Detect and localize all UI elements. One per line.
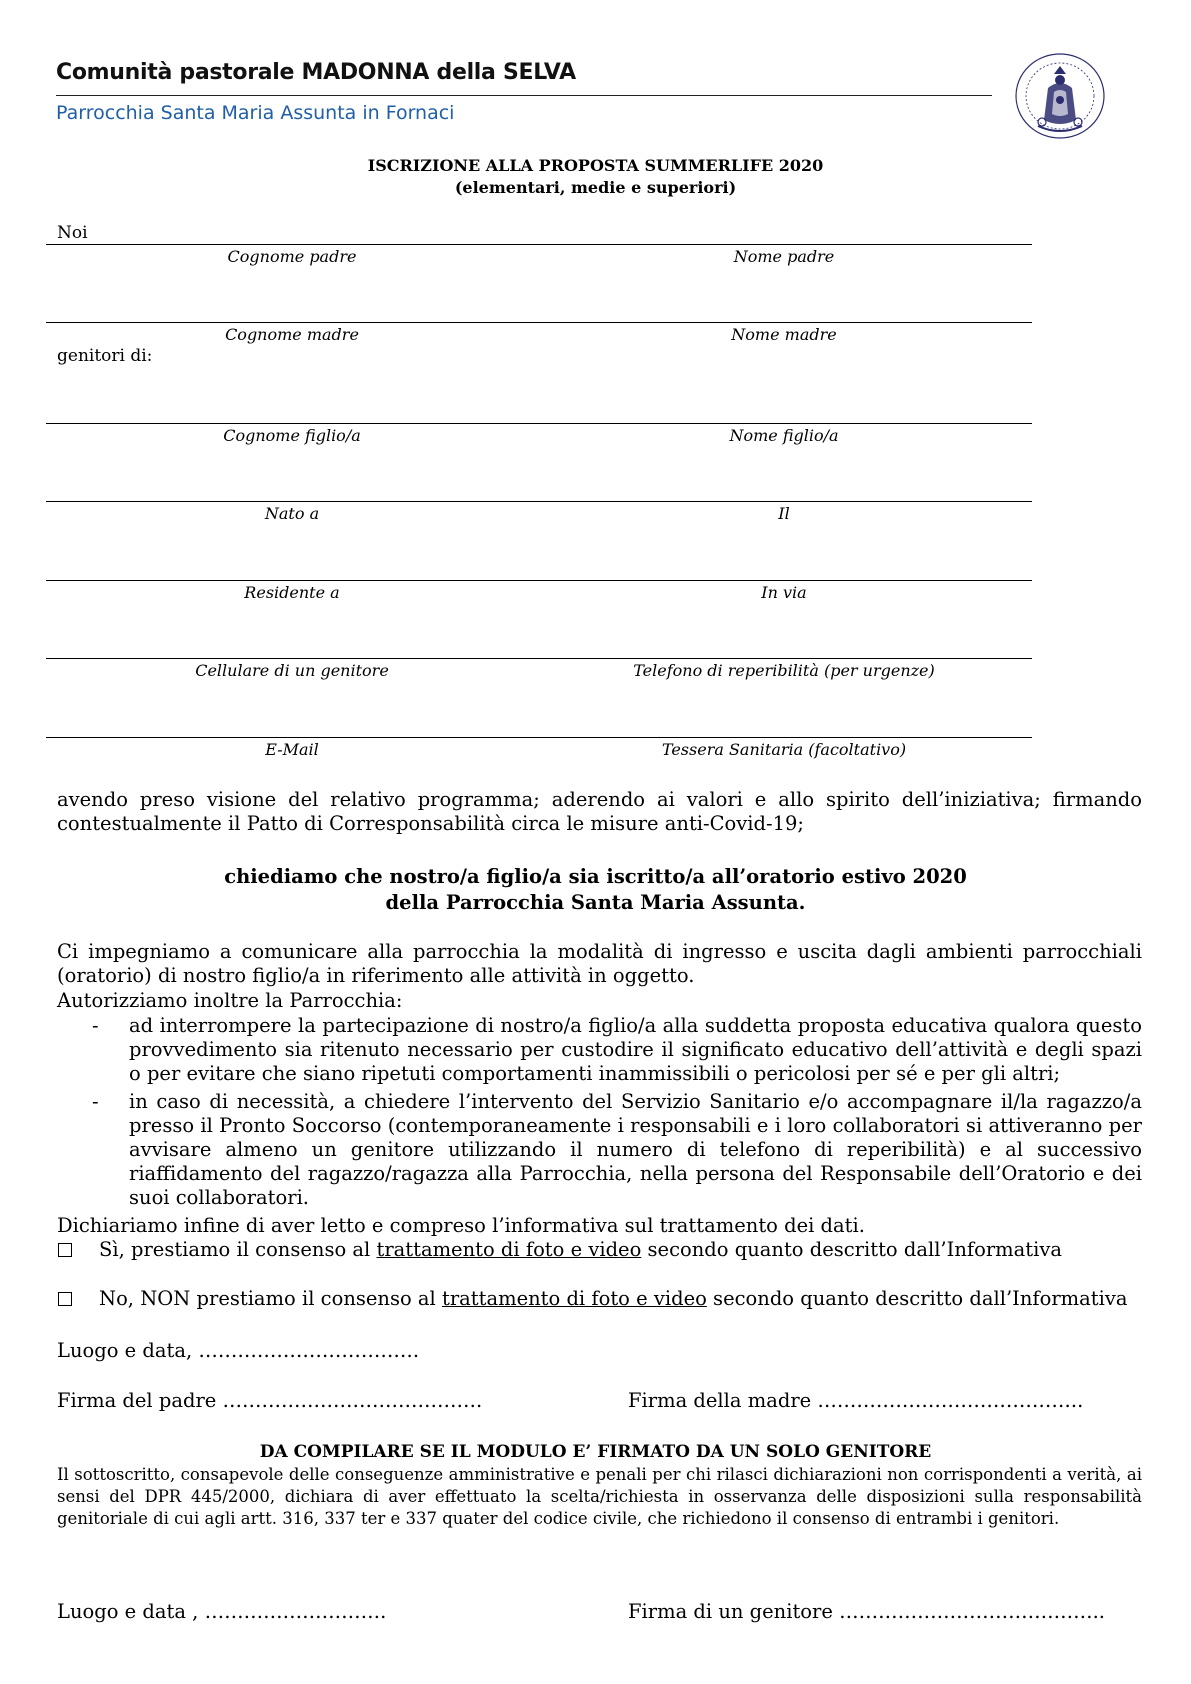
label-telefono-reperibilita: Telefono di reperibilità (per urgenze) <box>633 661 935 680</box>
single-parent-title: DA COMPILARE SE IL MODULO E’ FIRMATO DA UN SOLO GENITORE <box>259 1442 932 1462</box>
label-nome-padre: Nome padre <box>733 247 835 266</box>
parish-subtitle: Parrocchia Santa Maria Assunta in Fornaci <box>56 102 455 124</box>
bullet-marker-1: - <box>92 1014 99 1037</box>
field-line-figlio[interactable] <box>46 423 1032 424</box>
consent-no-text <box>99 1287 1128 1310</box>
request-statement <box>0 864 1191 916</box>
bullet-item-2: in caso di necessità, a chiedere l’intervento del Servizio Sanitario e/o accompagnare il/la ragazzo/a presso il Pronto Soccorso (contemporaneamente i responsabili e i loro collaboratori si attiveranno per avvisare almeno un genitore utilizzando il numero di telefono di reperibilità) e al successivo riaffidamento del ragazzo/ragazza alla Parrocchia, nella persona del Responsabile dell’Oratorio e dei suoi collaboratori. <box>129 1090 1142 1209</box>
label-nome-madre: Nome madre <box>731 325 837 344</box>
header-rule <box>56 95 992 96</box>
label-tessera-sanitaria: Tessera Sanitaria (facoltativo) <box>661 740 907 759</box>
form-title-sub: (elementari, medie e superiori) <box>454 178 737 197</box>
consent-no-checkbox[interactable] <box>58 1292 72 1306</box>
form-title <box>0 155 1191 199</box>
label-cellulare: Cellulare di un genitore <box>195 661 389 680</box>
label-il: Il <box>778 504 790 523</box>
single-parent-declaration: Il sottoscritto, consapevole delle conseguenze amministrative e penali per chi rilasci dichiarazioni non corrispondenti a verità, ai sensi del DPR 445/2000, dichiara di aver effettuato la scelta/richiesta in osservanza delle disposizioni sulla responsabilità genitoriale di cui agli artt. 316, 337 ter e 337 quater del codice civile, che richiedono il consenso di entrambi i genitori. <box>57 1465 1142 1528</box>
consent-yes-text <box>99 1238 1062 1261</box>
label-residente-a: Residente a <box>244 583 340 602</box>
request-line-2: della Parrocchia Santa Maria Assunta. <box>385 891 806 914</box>
noi-label: Noi <box>57 223 88 243</box>
intro-paragraph: avendo preso visione del relativo programma; aderendo ai valori e allo spirito dell’iniziativa; firmando contestualmente il Patto di Corresponsabilità circa le misure anti-Covid-19; <box>57 788 1142 835</box>
label-email: E-Mail <box>265 740 319 759</box>
consent-yes-post: secondo quanto descritto dall’Informativa <box>641 1238 1063 1261</box>
commitment-paragraph: Ci impegniamo a comunicare alla parrocchia la modalità di ingresso e uscita dagli ambienti parrocchiali (oratorio) di nostro figlio/a in riferimento alle attività in oggetto. <box>57 940 1142 987</box>
request-line-1: chiediamo che nostro/a figlio/a sia iscritto/a all’oratorio estivo 2020 <box>224 865 967 888</box>
field-line-email[interactable] <box>46 737 1032 738</box>
consent-no-post: secondo quanto descritto dall’Informativa <box>706 1287 1128 1310</box>
label-cognome-madre: Cognome madre <box>225 325 359 344</box>
consent-no-pre: No, NON prestiamo il consenso al <box>99 1287 442 1310</box>
consent-yes-link[interactable]: trattamento di foto e video <box>376 1238 642 1261</box>
single-parent-signature-field[interactable]: Firma di un genitore ………………………………….. <box>628 1600 1105 1623</box>
genitori-di-label: genitori di: <box>57 346 153 366</box>
label-nato-a: Nato a <box>264 504 320 523</box>
field-line-nascita[interactable] <box>46 501 1032 502</box>
parish-seal-icon <box>1010 48 1110 144</box>
single-parent-place-date-field[interactable]: Luogo e data , ………………………. <box>57 1600 387 1623</box>
consent-yes-checkbox[interactable] <box>58 1243 72 1257</box>
label-nome-figlio: Nome figlio/a <box>729 426 839 445</box>
bullet-item-1: ad interrompere la partecipazione di nostro/a figlio/a alla suddetta proposta educativa qualora questo provvedimento sia ritenuto necessario per custodire il significato educativo dell’attività e degli spazi o per evitare che siano ripetuti comportamenti inammissibili o pericolosi per sé e per gli altri; <box>129 1014 1142 1085</box>
community-title: Comunità pastorale MADONNA della SELVA <box>56 60 576 85</box>
authorize-line: Autorizziamo inoltre la Parrocchia: <box>57 989 403 1012</box>
field-line-telefono[interactable] <box>46 658 1032 659</box>
place-date-field[interactable]: Luogo e data, ……………………………. <box>57 1339 420 1362</box>
mother-signature-field[interactable]: Firma della madre ………………………………….. <box>628 1389 1084 1412</box>
label-cognome-padre: Cognome padre <box>227 247 357 266</box>
form-title-main: ISCRIZIONE ALLA PROPOSTA SUMMERLIFE 2020 <box>367 156 824 175</box>
consent-yes-pre: Sì, prestiamo il consenso al <box>99 1238 377 1261</box>
label-cognome-figlio: Cognome figlio/a <box>223 426 361 445</box>
privacy-line: Dichiariamo infine di aver letto e compreso l’informativa sul trattamento dei dati. <box>57 1214 865 1237</box>
label-in-via: In via <box>761 583 807 602</box>
field-line-padre[interactable] <box>46 244 1032 245</box>
field-line-residenza[interactable] <box>46 580 1032 581</box>
bullet-marker-2: - <box>92 1090 99 1113</box>
father-signature-field[interactable]: Firma del padre …………………………………. <box>57 1389 483 1412</box>
field-line-madre[interactable] <box>46 322 1032 323</box>
consent-no-link[interactable]: trattamento di foto e video <box>442 1287 707 1310</box>
